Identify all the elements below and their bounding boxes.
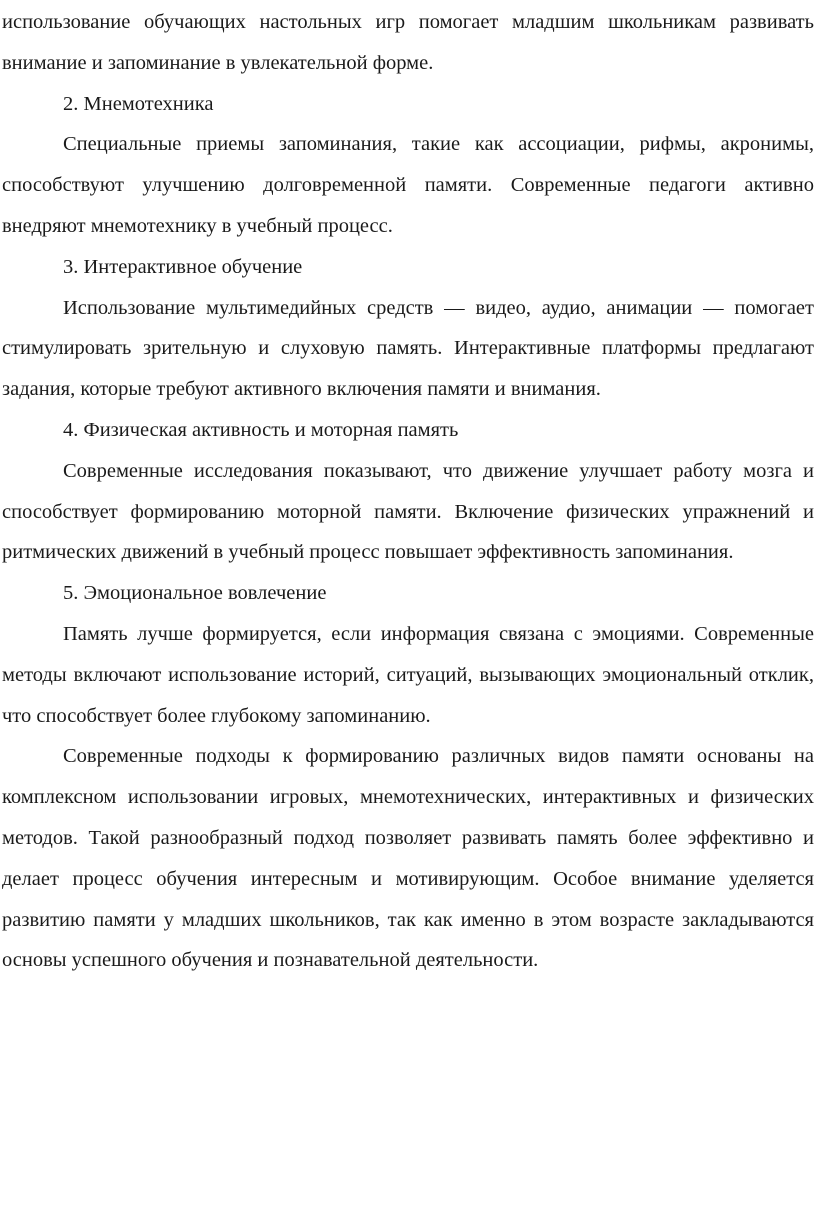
section-heading-physical-activity: 4. Физическая активность и моторная память <box>63 418 459 441</box>
paragraph-conclusion: Современные подходы к формированию различных видов памяти основаны на комплексном использовании игровых, мнемотехнических, интерактивных и физических методов. Такой разнообразный подход позволяет развивать память более эффективно и делает процесс обучения интересным и мотивирующим. Особое внимание уделяется развитию памяти у младших школьников, так как именно в этом возрасте закладываются основы успешного обучения и познавательной деятельности. <box>2 745 814 972</box>
paragraph-continuation: использование обучающих настольных игр помогает младшим школьникам развивать внимание и запоминание в увлекательной форме. <box>2 11 814 74</box>
paragraph-physical-activity: Современные исследования показывают, что движение улучшает работу мозга и способствует формированию моторной памяти. Включение физических упражнений и ритмических движений в учебный процесс повышает эффективность запоминания. <box>2 459 814 564</box>
paragraph-mnemonics: Специальные приемы запоминания, такие как ассоциации, рифмы, акронимы, способствуют улучшению долговременной памяти. Современные педагоги активно внедряют мнемотехнику в учебный процесс. <box>2 133 814 237</box>
section-heading-mnemonics: 2. Мнемотехника <box>63 92 214 115</box>
section-heading-interactive-learning: 3. Интерактивное обучение <box>63 255 303 278</box>
paragraph-emotional-engagement: Память лучше формируется, если информация связана с эмоциями. Современные методы включают использование историй, ситуаций, вызывающих эмоциональный отклик, что способствует более глубокому запоминанию. <box>2 622 814 727</box>
paragraph-interactive-learning: Использование мультимедийных средств — видео, аудио, анимации — помогает стимулировать зрительную и слуховую память. Интерактивные платформы предлагают задания, которые требуют активного включения памяти и внимания. <box>2 296 814 401</box>
section-heading-emotional-engagement: 5. Эмоциональное вовлечение <box>63 582 327 605</box>
